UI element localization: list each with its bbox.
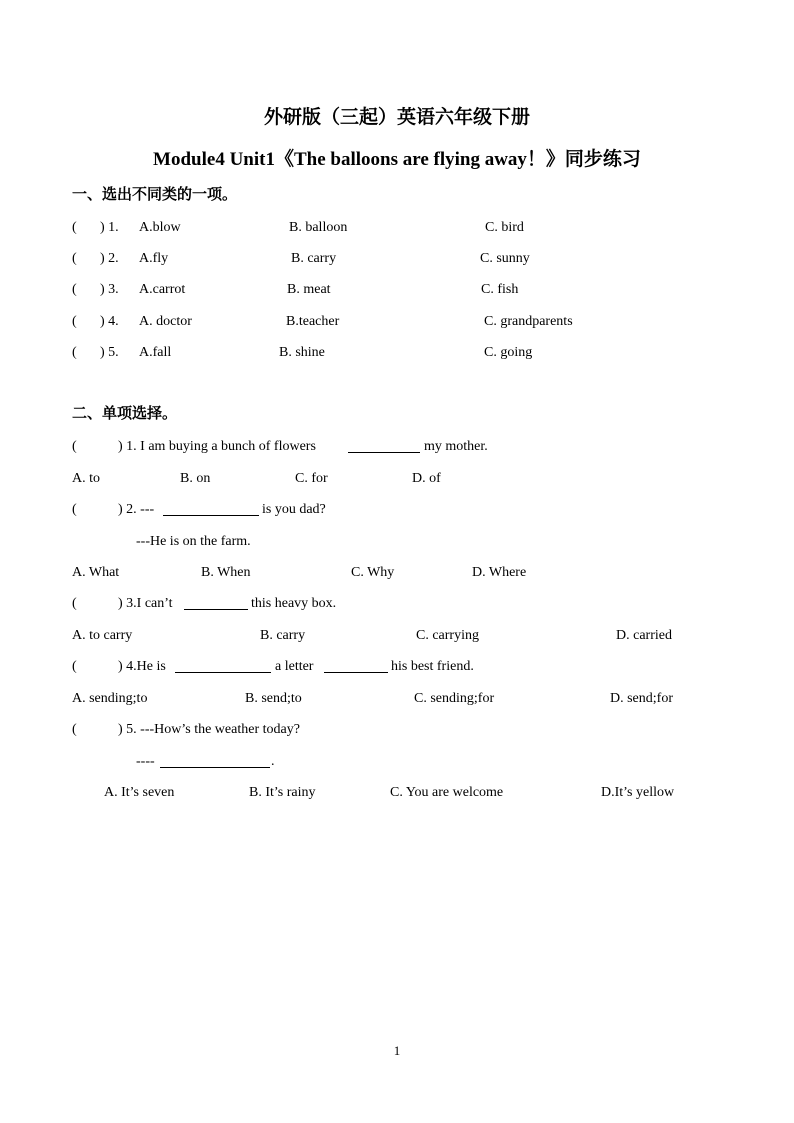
answer-blank-1[interactable]	[175, 658, 271, 673]
option-c: C. Why	[351, 565, 395, 580]
answer-blank-2[interactable]	[324, 658, 388, 673]
option-b: B. meat	[287, 282, 331, 297]
option-b: B. When	[201, 565, 251, 580]
option-b: B. It’s rainy	[249, 785, 316, 800]
page-subtitle: Module4 Unit1《The balloons are flying away！》同步练习	[153, 149, 641, 170]
option-a: A.carrot	[139, 282, 186, 297]
option-a: A. It’s seven	[104, 785, 175, 800]
option-d: D. carried	[616, 628, 672, 643]
answer-paren: (	[72, 439, 77, 454]
option-c: C. You are welcome	[390, 785, 504, 800]
answer-blank[interactable]	[184, 595, 248, 610]
option-a: A. doctor	[139, 314, 192, 329]
option-a: A. to carry	[72, 628, 133, 643]
question-stem-end: my mother.	[424, 439, 488, 454]
section2-heading: 二、单项选择。	[72, 406, 178, 422]
option-b: B. shine	[279, 345, 325, 360]
item-number: ) 1.	[100, 220, 119, 235]
option-d: D.It’s yellow	[601, 785, 675, 800]
answer-paren: (	[72, 345, 77, 360]
reply-end: .	[271, 754, 275, 769]
option-d: D. send;for	[610, 691, 673, 706]
option-b: B. balloon	[289, 220, 348, 235]
question-stem: ) 4.He is	[118, 659, 166, 674]
answer-paren: (	[72, 722, 77, 737]
answer-blank[interactable]	[160, 753, 270, 768]
question-stem: ) 2. ---	[118, 502, 155, 517]
item-number: ) 4.	[100, 314, 119, 329]
page-number: 1	[393, 1043, 401, 1058]
option-c: C. carrying	[416, 628, 479, 643]
option-a: A.fly	[139, 251, 169, 266]
answer-paren: (	[72, 314, 77, 329]
option-c: C. bird	[485, 220, 524, 235]
option-b: B.teacher	[286, 314, 340, 329]
question-stem-end: his best friend.	[391, 659, 474, 674]
item-number: ) 3.	[100, 282, 119, 297]
option-c: C. grandparents	[484, 314, 573, 329]
answer-blank[interactable]	[348, 438, 420, 453]
answer-paren: (	[72, 251, 77, 266]
option-b: B. carry	[260, 628, 306, 643]
option-c: C. sending;for	[414, 691, 495, 706]
section1-heading: 一、选出不同类的一项。	[72, 187, 238, 203]
answer-paren: (	[72, 282, 77, 297]
option-a: A.fall	[139, 345, 172, 360]
question-stem: ) 3.I can’t	[118, 596, 173, 611]
item-number: ) 2.	[100, 251, 119, 266]
page-title: 外研版（三起）英语六年级下册	[263, 107, 530, 128]
question-stem-end: this heavy box.	[251, 596, 337, 611]
question-stem-mid: a letter	[275, 659, 314, 674]
option-a: A. to	[72, 471, 100, 486]
option-a: A. sending;to	[72, 691, 148, 706]
answer-blank[interactable]	[163, 501, 259, 516]
option-c: C. going	[484, 345, 533, 360]
option-a: A.blow	[139, 220, 181, 235]
option-d: D. of	[412, 471, 441, 486]
question-stem: ) 5. ---How’s the weather today?	[118, 722, 300, 737]
answer-paren: (	[72, 596, 77, 611]
reply-prefix: ----	[136, 754, 155, 769]
item-number: ) 5.	[100, 345, 119, 360]
option-b: B. on	[180, 471, 211, 486]
question-stem-end: is you dad?	[262, 502, 326, 517]
option-d: D. Where	[472, 565, 527, 580]
option-b: B. carry	[291, 251, 337, 266]
option-a: A. What	[72, 565, 120, 580]
answer-paren: (	[72, 502, 77, 517]
reply-line: ---He is on the farm.	[136, 534, 251, 549]
question-stem: ) 1. I am buying a bunch of flowers	[118, 439, 316, 454]
option-b: B. send;to	[245, 691, 302, 706]
answer-paren: (	[72, 220, 77, 235]
answer-paren: (	[72, 659, 77, 674]
option-c: C. sunny	[480, 251, 530, 266]
option-c: C. for	[295, 471, 328, 486]
option-c: C. fish	[481, 282, 519, 297]
